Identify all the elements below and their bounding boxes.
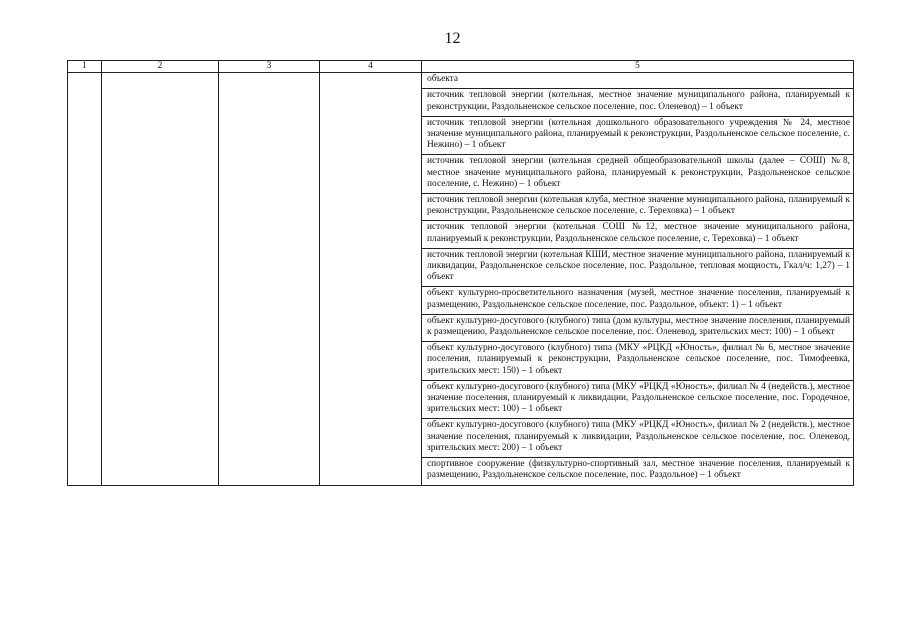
- list-item: объект культурно-досугового (клубного) типа (МКУ «РЦКД «Юность», филиал № 2 (недейств.), местное значение поселения, планируемый к ликвидации, Раздольненское сельское поселение, пос. Оленевод, зрительских мест: 200) – 1 объект: [422, 418, 853, 457]
- cell-col-5: [422, 73, 854, 485]
- cell-col-2: [102, 73, 219, 485]
- column-header-3: 3: [219, 61, 320, 73]
- list-item: источник тепловой энергии (котельная средней общеобразовательной школы (далее – СОШ) №8, местное значение муниципального района, планируемый к реконструкции, Раздольненское сельское поселение, с. Нежино) – 1 объект: [422, 154, 853, 193]
- header-row: [68, 61, 854, 73]
- column-header-2: 2: [102, 61, 219, 73]
- cell-col-3: [219, 73, 320, 485]
- list-item: источник тепловой энергии (котельная КШИ, местное значение муниципального района, планируемый к ликвидации, Раздольненское сельское поселение, пос. Раздольное, тепловая мощность, Гкал/ч: 1,27) – 1 объект: [422, 248, 853, 287]
- cell-col-4: [320, 73, 422, 485]
- column-header-1: 1: [68, 61, 102, 73]
- list-item: объект культурно-просветительного назначения (музей, местное значение поселения, планируемый к размещению, Раздольненское сельское поселение, пос. Раздольное, объект: 1) – 1 объект: [422, 286, 853, 313]
- table-row: [68, 73, 854, 485]
- list-item: источник тепловой энергии (котельная СОШ №12, местное значение муниципального района, планируемый к реконструкции, Раздольненское сельское поселение, с. Тереховка) – 1 объект: [422, 220, 853, 247]
- page-number: 12: [444, 30, 461, 47]
- list-item: объекта: [427, 74, 459, 85]
- column-header-5: 5: [422, 61, 854, 73]
- list-item: источник тепловой энергии (котельная, местное значение муниципального района, планируемый к реконструкции, Раздольненское сельское поселение, пос. Оленевод) – 1 объект: [422, 88, 853, 115]
- list-item: объект культурно-досугового (клубного) типа (дом культуры, местное значение поселения, планируемый к размещению, Раздольненское сельское поселение, пос. Оленевод, зрительских мест: 100) – 1 объект: [422, 314, 853, 341]
- list-item: источник тепловой энергии (котельная клуба, местное значение муниципального района, планируемый к реконструкции, Раздольненское сельское поселение, с. Тереховка) – 1 объект: [422, 193, 853, 220]
- column-header-4: 4: [320, 61, 422, 73]
- cell-col-1: [68, 73, 102, 485]
- list-item: спортивное сооружение (физкультурно-спортивный зал, местное значение поселения, планируемый к размещению, Раздольненское сельское поселение, пос. Раздольное) – 1 объект: [422, 457, 853, 484]
- list-item: источник тепловой энергии (котельная дошкольного образовательного учреждения № 24, местное значение муниципального района, планируемый к реконструкции, Раздольненское сельское поселение, с. Нежино) – 1 объект: [422, 116, 853, 155]
- list-item: объект культурно-досугового (клубного) типа (МКУ «РЦКД «Юность», филиал № 4 (недейств.), местное значение поселения, планируемый к ликвидации, Раздольненское сельское поселение, пос. Городечное, зрительских мест: 100) – 1 объект: [422, 380, 853, 419]
- document-table: [67, 60, 854, 486]
- list-item: объект культурно-досугового (клубного) типа (МКУ «РЦКД «Юность», филиал № 6, местное значение поселения, планируемый к реконструкции, Раздольненское сельское поселение, пос. Тимофеевка, зрительских мест: 150) – 1 объект: [422, 341, 853, 380]
